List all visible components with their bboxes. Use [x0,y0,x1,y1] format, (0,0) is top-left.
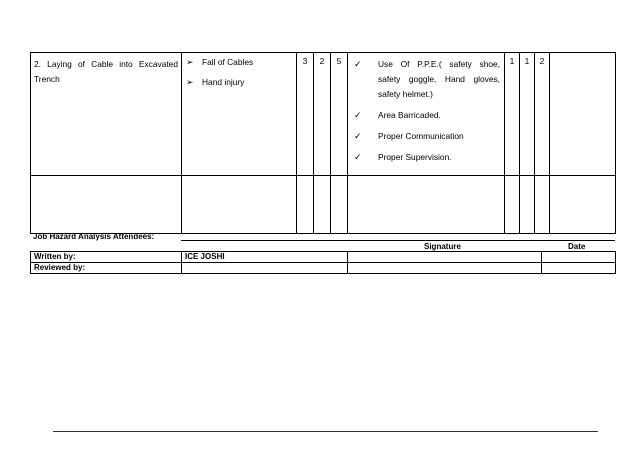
check-icon: ✓ [354,152,362,162]
task-cell [31,53,182,176]
date-cell [542,252,616,263]
table-row [31,53,616,176]
initial-risk: 5 [331,53,348,176]
residual-risk: 2 [535,53,550,176]
control-list [348,53,504,165]
date-header: Date [568,242,586,251]
role-cell: Written by: [31,252,182,263]
table-row [31,263,616,274]
signature-cell [348,252,542,263]
list-item: ➢ Hand injury [186,77,245,87]
attendees-label: Job Hazard Analysis Attendees: [33,232,155,241]
initial-severity: 3 [297,53,314,176]
date-cell [542,263,616,274]
list-item: ✓ Proper Supervision. [352,150,500,165]
list-item: ✓ Use Of P.P.E.( safety shoe, safety goggle, Hand gloves, safety helmet.) [354,59,500,99]
signature-cell [348,263,542,274]
name-cell [182,263,348,274]
residual-severity: 1 [505,53,520,176]
check-icon: ✓ [354,59,362,69]
signoff-table [30,251,616,274]
attendees-divider [181,240,615,241]
list-item: ➢ Fall of Cables [186,57,254,67]
name-cell: ICE JOSHI [182,252,348,263]
hazards-cell [182,53,297,176]
check-icon: ✓ [354,110,362,120]
list-item: ✓ Area Barricaded. [352,108,500,123]
list-item: ✓ Proper Communication [352,129,500,144]
residual-likelihood: 1 [520,53,535,176]
hazard-list [182,53,296,88]
arrow-bullet-icon: ➢ [186,77,194,87]
task-description: 2. Laying of Cable into Excavated Trench [34,59,178,84]
jha-table [30,52,616,234]
remarks-cell [550,53,616,176]
role-cell: Reviewed by: [31,263,182,274]
check-icon: ✓ [354,131,362,141]
footer-rule [53,431,598,432]
arrow-bullet-icon: ➢ [186,57,194,67]
table-row [31,176,616,234]
controls-cell [348,53,505,176]
table-row [31,252,616,263]
initial-likelihood: 2 [314,53,331,176]
signature-header: Signature [424,242,461,251]
